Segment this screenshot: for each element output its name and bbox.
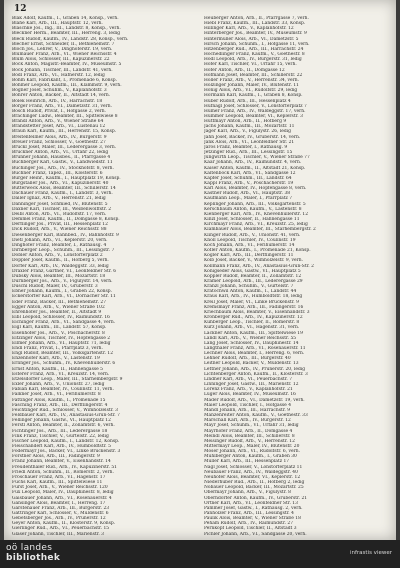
viewer-credit-link[interactable]: infrastis viewer <box>349 550 392 556</box>
directory-entry: Knoll Leopold, Tischler, IV., Coulinstr. 19 <box>204 237 296 243</box>
directory-entry: Pichler Johann, Arb., VI., Sandgasse 20, verh. <box>204 531 307 536</box>
directory-entry: Bleck Rudolf, Kaufm., IV., Landstr. 28, Konsp., verh. <box>12 36 129 42</box>
directory-entry: Ortner Karl, Arb., VI., Leonfeldner Str. 13 <box>204 500 298 506</box>
directory-entry: Brandstetter Josef, Arb., VI., Lustenau 12 <box>12 124 106 130</box>
directory-entry: Fleischanderl Karl, Arb., IV., Humboldtstr. 5 <box>12 443 111 449</box>
directory-entry: Esterer Franz, Arb., VI., Kreuzstr. 14, verh. <box>12 371 110 377</box>
directory-entry: Klinger Rudolf, Arb., V., Unionstr. 41, verh. <box>204 232 301 238</box>
directory-entry: Eckerstorfer Karl, Arb., VI., Dornacher Str. 11 <box>12 294 116 300</box>
directory-entry: Doppler Josef, Kaufm., II., Hofberg 5, verh. <box>12 258 109 264</box>
directory-entry: Bohrer Anton, Bäcker, II., Altstadt 14, verh. <box>12 93 111 99</box>
directory-entry: Dachauer Franz, Kaufm., I., Landstr. 3, verh. <box>12 191 113 197</box>
directory-entry: Hummer Leopold, Beamter, VI., Keplerstr. 3 <box>204 113 303 119</box>
directory-entry: Kastner Rudolf, Arb., VI., Hauptstr. 38 <box>204 191 291 197</box>
directory-entry: Blum Alois, Schlosser, III., Kapuzinerstr. 22 <box>12 57 110 63</box>
directory-entry: Hitzenberger Rud., Arb., III., Harrachstr. 24 <box>204 46 304 52</box>
directory-entry: Födermayr Jos., Bäcker, VI., Linke Brückenstr. 3 <box>12 449 121 455</box>
directory-entry: Bleckner Herm., Beamter, III., Herreng. 3, ledig <box>12 31 121 37</box>
directory-entry: Lichtenberger Anton, Kaufm., II., Klosterstr. 3 <box>204 371 308 377</box>
directory-entry: Dobler Anton, Arb., V., Lonstorferplatz 2 <box>12 253 103 259</box>
directory-entry: Meindl Alois, Beamter, III., Schillerstr. 8 <box>204 433 295 439</box>
directory-entry: Heuberger Anton, Arb., II., Pfarrgasse 7, verh. <box>204 16 309 21</box>
directory-entry: Obermayr Johann, Arb., V., Figulystr. 8 <box>204 490 291 496</box>
directory-entry: Kranzl Johann, Schuhm., V., Gürtelstr. 7 <box>204 284 294 290</box>
directory-entry: Gebetsberger Jos., Arb., IV., Prunerstr. 12 <box>12 516 106 522</box>
directory-entry: Borger Franz, Arb., VI., Dametzstr. 31, verh. <box>12 103 113 109</box>
directory-entry: Duschl Rudolf, Maler, IV., Gruberstr. 3 <box>12 284 98 290</box>
directory-entry: Hofer Anton, Arb., II., Domgasse 12 <box>204 67 285 73</box>
directory-entry: Fabian Karl, Beamter, IV., Coulinstr. 11, verh. <box>12 387 114 393</box>
directory-entry: Kofler Anton, Kaufm., I., Promenade 21, Konsp. <box>204 248 311 254</box>
directory-entry: Dürnberger Jos., Arb., V., Figulystr. 14, verh. <box>12 278 113 284</box>
directory-entry: Lindner Karl, Arb., VI., Peuerbachstr. 7 <box>204 376 293 382</box>
page-number: 12 <box>14 4 27 14</box>
directory-entry: Jahn Josef, Bäcker, IV., Gruberstr. 14, verh. <box>204 134 301 140</box>
directory-entry: Gierlinger Rud., Arb., VI., Peuerbachstr. 15 <box>12 526 110 532</box>
directory-entry: Brunner Johann, Hausbes., II., Pfarrgasse 4 <box>12 155 111 161</box>
directory-entry: Fischer Leopold, Kaufm., I., Landstr. 12, Konsp. <box>12 438 120 444</box>
directory-entry: Buchberger Karl, Gastw., V., Landwiedstr. 11 <box>12 160 113 166</box>
directory-entry: Peham Rudolf, Arb., IV., Raimundstr. 27 <box>204 521 294 527</box>
directory-entry: Kaar Johann, Arb., IV., Raimundstr. 4, verh. <box>204 160 302 166</box>
directory-entry: Forstner Alois, Arb., III., Fadingerstr. 9 <box>12 454 100 460</box>
directory-entry: Manzenreiter Anton, Kaufm., V., Goethestr. 33 <box>204 413 308 419</box>
viewer-footer <box>0 540 400 568</box>
directory-entry: Hüttmayr Anton, Arb., II., Hofberg 9 <box>204 119 287 125</box>
directory-entry: Klambauer Alois, Beamter, III., Starhembergstr. 2 <box>204 227 316 233</box>
logo-line-1: oö landes <box>6 543 53 553</box>
directory-entry: Fichtinger Jos., Arb., III., Lederergasse 18 <box>12 428 108 434</box>
directory-entry: Karl Alois, Beamter, IV., Hopfengasse 8, verh. <box>204 186 307 192</box>
directory-entry: Blecher Ernst, Schneider, II., Bethlehemstr. 7 <box>12 41 115 47</box>
directory-entry: Jäger Karl, Arb., V., Figulystr. 26, ledig <box>204 129 291 135</box>
directory-entry: Huber Rudolf, Arb., III., Hessenplatz 4 <box>204 98 291 104</box>
directory-entry: Glaser Johann, Tischler, III., Marienstr. 3 <box>12 531 104 536</box>
directory-entry: Hinterberger Jos., Beamter, IV., Museumstr. 9 <box>204 31 307 37</box>
directory-entry: Neuhofer Alois, Beamter, VI., Keplerstr. 12 <box>204 474 301 480</box>
directory-entry: Hirsch Johann, Schuhm., I., Hofgasse 11, verh. <box>204 41 310 47</box>
directory-entry: Moser Johann, Arb., VI., Rudolfstr. 6, verh. <box>204 449 301 455</box>
scanned-page <box>4 0 396 540</box>
directory-entry: Kaufmann Leop., Maler, I., Pfarrplatz 7 <box>204 196 293 202</box>
directory-entry: Ehrenhöfer Jos., Beamter, II., Altstadt 9 <box>12 309 102 315</box>
directory-entry: Kaltenböck Karl, Arb., VI., Sandgasse 12 <box>204 170 296 176</box>
directory-entry: Falkner Josef, Arb., VI., Ferihumerstr. 8 <box>12 392 101 398</box>
directory-entry: Etzelsdorfer Leop., Maler, III., Starhembergstr. 9 <box>12 376 123 382</box>
directory-entry: Ferstl Anton, Beamter, II., Zollamtstr. 6, verh. <box>12 423 115 429</box>
directory-entry: Lehner Rudolf, Arb., III., Bürgerstr. 40 <box>204 356 291 362</box>
directory-entry: Holzinger Johann, Maler, IV., Blütenstr. 11 <box>204 83 299 89</box>
directory-entry: Kriechbaum Alois, Beamter, V., Eisenhandstr. 3 <box>204 309 310 315</box>
directory-entry: Buchinger Jos., Arb., IV., Stockhofstr. 8, verh. <box>12 165 114 171</box>
directory-entry: Oberndorfer Anton, Kaufm., IV., Gruberstr. 21 <box>204 495 308 501</box>
directory-entry: Kreil Josef, Maler, VI., Linke Brückenstr. 9 <box>204 299 299 305</box>
directory-column-right <box>204 16 388 536</box>
directory-entry: Luger Alois, Beamter, IV., Museumstr. 16 <box>204 392 296 398</box>
directory-entry: Diesenberger Karl, Bahnbed., IV., Bahnhofstr. 9 <box>12 232 119 238</box>
directory-entry: Blahe Karl, Arb., III., Hauptstr. 12, verh. <box>12 21 103 27</box>
directory-entry: Egger Anton, Arb., V., Wiener Straße 102 <box>12 304 105 310</box>
directory-entry: Eitzinger Alois, Tischler, IV., Hopfengasse 2 <box>12 335 111 341</box>
directory-entry: Paulik Alois, Beamter, V., Wiener Straße 18 <box>204 516 301 522</box>
directory-entry: Eichinger Franz, Arb., VI., Sandgasse 4, verh. <box>12 320 116 326</box>
directory-entry: Garstenauer Franz, Arb., III., Bürgerstr. 23 <box>12 505 110 511</box>
directory-entry: Mader Rudolf, Arb., VI., Dametzstr. 19, verh. <box>204 397 305 403</box>
directory-entry: Koppler Rudolf, Beamter, II., Zollamtstr. 12 <box>204 273 302 279</box>
directory-entry: Mandl Johann, Arb., III., Harrachstr. 9 <box>204 407 291 413</box>
directory-entry: Danninger Josef, Schmied, IV., Blütenstr. 5 <box>12 201 108 207</box>
directory-entry: Nagl Josef, Schlosser, V., Lonstorferplatz 11 <box>204 464 303 470</box>
directory-entry: Niederhuber Rud., Arb., II., Hofberg 2, ledig <box>204 480 305 486</box>
directory-entry: Fellinger Johann, Gastw., VI., Hauptplatz 12 <box>12 418 111 424</box>
directory-entry: Dubsky Alois, Beamter, III., Mozartstr. 18 <box>12 273 106 279</box>
directory-entry: Böck Johann, Tischler, III., Landstr. 41, verh. <box>12 67 113 73</box>
directory-entry: Braun Karl, Kaufm., III., Herrenstr. 15, Konsp. <box>12 129 117 135</box>
directory-entry: Marschall Karl, Arb., IV., Bürgerstr. 12 <box>204 418 291 424</box>
logo-line-2: bibliothek <box>6 553 61 563</box>
directory-entry: Froschauer Franz, Arb., VI., Hagenstr. 17 <box>12 474 106 480</box>
directory-entry: Friedl Anton, Schuhm., II., Römerstr. 2, verh. <box>12 469 114 475</box>
directory-entry: Kraus Karl, Arb., IV., Humboldtstr. 18, ledig <box>204 294 303 300</box>
directory-entry: Eisenhofer Jos., Arb., V., Poschacherstr. 8 <box>12 330 105 336</box>
directory-entry: Bödl Franz, Arb., VI., Hafnerstr. 12, ledig <box>12 72 105 78</box>
directory-entry: Jank Alois, Arb., VI., Leonfeldner Str. 21 <box>204 139 295 145</box>
directory-entry: Ellmer Johann, Arb., VI., Hauptstr. 71, ledig <box>12 340 111 346</box>
directory-entry: Dietl Johann, Arb., VI., Keplerstr. 20, verh. <box>12 237 108 243</box>
directory-entry: Draxler Franz, Gärtner, VI., Leonfeldner Str. 6 <box>12 268 117 274</box>
directory-entry: Lang Josef, Schlosser, IV., Dauphinestr. 14 <box>204 340 299 346</box>
directory-entry: Kerschbaum Anton, Kaufm., V., Lastenstr. 8 <box>204 206 302 212</box>
directory-entry: Geyer Anton, Kaufm., II., Klosterstr. 9, Konsp. <box>12 521 116 527</box>
directory-entry: Derflinger Jos., Privat, III., Hessenplatz 12 <box>12 222 108 228</box>
directory-entry: Burgstaller Jos., Arb., VI., Kapuzinerstr. 40 <box>12 181 109 186</box>
directory-entry: Kappl Franz, Arb., V., Poschacherstr. 19 <box>204 181 294 186</box>
directory-entry: Blaschke Jos., Ing., III., Landstr. 8, Konsp., verh. <box>12 26 121 32</box>
directory-entry: Jachs Johann, Kaufm., III., Mozartstr. 11 <box>204 124 295 130</box>
directory-entry: Blumauer Franz, Arb., VI., Wiener Reichsstr. 4 <box>12 52 117 58</box>
directory-entry: Panholzer Franz, Arb., III., Lessingstr. 4 <box>204 511 294 516</box>
directory-entry: Buchner Franz, Tapez., III., Klosterstr. 6 <box>12 170 103 176</box>
directory-entry: Jaros Franz, Beamter, I., Rathausg. 9 <box>204 144 288 150</box>
directory-entry: Fink Franz, Tischler, V., Gürtelstr. 22, ledig <box>12 433 109 439</box>
directory-entry: Neubauer Franz, Arb., IV., Waldeggstr. 40 <box>204 469 298 475</box>
directory-entry: Hintermüller Alois, Arb., VI., Dametzstr. 5 <box>204 36 299 42</box>
directory-entry: Dirnberger Leop., Schuhm., III., Lessingstr. 7 <box>12 248 115 254</box>
directory-entry: Höller Franz, Arb., V., Herrenstr. 34, verh. <box>204 77 300 83</box>
directory-entry: Fux Leopold, Maler, IV., Dauphinestr. 8, ledig <box>12 490 114 496</box>
directory-entry: Breuer Franz, Schlosser, V., Goethestr. 27 <box>12 139 106 145</box>
directory-entry: Enzenhofer Karl, Arb., V., Lastenstr. 19 <box>12 356 100 362</box>
directory-entry: Butterweck Alois, Beamter, III., Schillerstr. 14 <box>12 186 116 192</box>
directory-entry: Kremsmayr Franz, Arb., III., Fadingerstr. 16 <box>204 304 304 310</box>
directory-entry: Lorenz Franz, Arb., V., Kaplanhofstr. 21 <box>204 387 293 393</box>
directory-entry: Jetzinger Rud., Arb., III., Lessingstr. 15 <box>204 150 293 156</box>
directory-entry: Bogner Josef, Schuhm., V., Kaplanhofstr. 3 <box>12 88 107 94</box>
directory-entry: Pammer Josef, Gastw., I., Rathausg. 2, verh. <box>204 505 303 511</box>
directory-entry: Humer Franz, Arb., IV., Waldeggstr. 17, verh. <box>204 108 306 114</box>
directory-entry: Erlinger Jos., Schuhm., IV., Khevenhüllerstr. 6 <box>12 361 116 367</box>
directory-entry: Königseder Alois, Gastw., VI., Hauptplatz 5 <box>204 268 301 274</box>
directory-entry: Kirchmayr Franz, Arb., VI., Kreuzstr. 25, ledig <box>204 222 308 228</box>
directory-entry: Langthaler Franz, Arb., VI., Rosenauerstr. 11 <box>204 346 306 351</box>
directory-entry: Kinzl Josef, Schlosser, II., Hahnengasse 11 <box>204 217 300 223</box>
directory-entry: Böhmer Leopold, Kaufm., III., Klammstr. 9, verh. <box>12 83 122 89</box>
directory-entry: Kogler Karl, Arb., III., Derfflingerstr. 11 <box>204 253 294 259</box>
directory-entry: Demmel Franz, Kaufm., II., Domgasse 8, Konsp. <box>12 217 120 223</box>
directory-entry: Bock Anton, Magistr.-Beamter, IV., Museumstr. 5 <box>12 62 122 68</box>
directory-entry: Brachinger Ludw., Beamter, III., Spittelwiese 8 <box>12 113 118 119</box>
directory-entry: Engl Rudolf, Beamter, III., Volksgartenstr. 12 <box>12 351 114 357</box>
directory-entry: Dick Rudolf, Arb., V., Wiener Reichsstr. 88 <box>12 227 107 233</box>
directory-entry: Pernkopf Leopold, Tischler, II., Altstadt 3 <box>204 526 297 532</box>
directory-entry: Müller Karl, Arb., III., Hessenplatz 17 <box>204 459 290 465</box>
directory-entry: Meisinger Rudolf, Arb., V., Herrenstr. 12 <box>204 438 295 444</box>
directory-entry: Ebner Johann, Kaufm., I., Graben 22, Konsp. <box>12 289 113 295</box>
directory-entry: Eder Franz, Bäcker, III., Bethlehemstr. 27 <box>12 299 107 305</box>
directory-entry: Hönig Alois, Arb., VI., Rudolfstr. 29, ledig <box>204 88 298 94</box>
directory-entry: Bolek Heinrich, Arb., IV., Harrachstr. 18 <box>12 98 103 104</box>
directory-entry: Kolb Josef, Bäcker, V., Wimhölzelstr. 9, verh. <box>204 258 304 264</box>
directory-entry: Feldbauer Karl, Arb., IV., Anastasius-Grün-Str. 7 <box>12 413 120 419</box>
directory-entry: Bosch Rudolf, Privat, I., Hofgasse 2, verh. <box>12 108 106 114</box>
directory-entry: Bürger Heinr., Kaufm., I., Hauptplatz 19, Konsp. <box>12 175 121 181</box>
directory-entry: Daxner Karl, Tischler, III., Weißenwolffstr. 2 <box>12 206 112 212</box>
directory-entry: Mayr Josef, Schuhm., VI., Urfahr 31, ledig <box>204 423 299 429</box>
directory-entry: Dorfer Karl, Arb., IV., Waldeggstr. 33, ledig <box>12 263 109 269</box>
directory-entry: Lackner Anton, Kaufm., III., Spittelwiese 19 <box>204 330 303 336</box>
directory-entry: Fuchs Karl, Kaufm., III., Spittelwiese 11 <box>12 480 103 486</box>
directory-entry: Lettner Johann, Arb., IV., Prunerstr. 20, ledig <box>204 366 306 372</box>
directory-entry: Exler Johann, Arb., V., Unionstr. 27, ledig <box>12 382 105 388</box>
directory-entry: Brandl Anton, Arb., V., Wiener Straße 64 <box>12 119 104 125</box>
directory-entry: Fasching Franz, Arb., III., Derfflingerstr. 4 <box>12 402 108 408</box>
directory-entry: Jungwirth Leop., Tischler, V., Wiener Straße 77 <box>204 155 310 161</box>
directory-entry: Gansinger Alois, Beamter, I., Herreng. 17 <box>12 500 106 506</box>
directory-entry: Brückl Josef, Maler, III., Lederergasse 3, verh. <box>12 144 117 150</box>
directory-entry: Feichtinger Rud., Schlosser, V., Wimhölzelstr. 3 <box>12 407 118 413</box>
directory-entry: Koch Johann, Arb., VI., Ferihumerstr. 14 <box>204 242 295 248</box>
directory-entry: Landl Karl, Arb., V., Wiener Reichsstr. 55 <box>204 335 297 341</box>
directory-entry: Nöbauer Leopold, Bäcker, III., Mozartstr. 25 <box>204 485 304 491</box>
directory-entry: Kurz Johann, Arb., VI., Hagenstr. 31, verh. <box>204 325 300 331</box>
directory-entry: Freudenthaler Rud., Arb., IV., Kapuzinerstr. 51 <box>12 464 117 470</box>
directory-entry: Böhm Karl, Fabrikant, I., Promenade 6, Konsp. <box>12 77 117 83</box>
directory-entry: Bruckner Anton, Arb., VI., Urfahr 22, ledig <box>12 150 109 156</box>
directory-entry: Eigl Karl, Kaufm., III., Landstr. 57, Konsp. <box>12 325 107 331</box>
directory-entry: Mühlberger Anton, Kaufm., I., Graben 30 <box>204 454 297 460</box>
directory-entry: Fattinger Alois, Kaufm., I., Promenade 15 <box>12 397 106 403</box>
library-logo[interactable] <box>6 543 96 565</box>
directory-entry: Bloch Jos., Lehrer, V., Dinghoferstr. 19, verh. <box>12 46 113 52</box>
directory-entry: Kühberger Leop., Tischler, II., Römerstr. 8 <box>204 320 300 326</box>
directory-entry: Hödl Leopold, Arb., IV., Bürgerstr. 31, ledig <box>204 57 302 63</box>
directory-entry: Kronberger Rud., Arb., IV., Kapuzinerstr. 12 <box>204 315 303 321</box>
directory-entry: Mittermayr Leop., Maler, IV., Blütenstr. 20 <box>204 443 300 449</box>
directory-entry: Gaisbauer Johann, Arb., VI., Rosenauerstr. 4 <box>12 495 112 501</box>
directory-entry: Hufnagl Josef, Schlosser, V., Lonstorferplatz 7 <box>204 103 307 109</box>
directory-entry: Keplinger Johann, Arb., III., Volksgartenstr. 5 <box>204 201 306 207</box>
directory-entry: Kienberger Karl, Arb., IV., Khevenhüllerstr. 12 <box>204 211 309 217</box>
directory-entry: Dinghofer Franz, Beamter, I., Rathausg. 4 <box>12 242 107 248</box>
directory-entry: Hochedlinger Franz, Kaufm., V., Goethestr. 8 <box>204 52 305 58</box>
directory-entry: Ernst Anton, Kaufm., II., Hahnengasse 5 <box>12 366 103 372</box>
directory-entry: Hillinger Karl, Arb., V., Kaplanhofstr. 12 <box>204 26 294 32</box>
directory-entry: Hofmann Josef, Beamter, III., Schillerstr. 22 <box>204 72 303 78</box>
directory-entry: Daller Ignaz, Arb., V., Herrenstr. 21, ledig <box>12 196 106 202</box>
directory-entry: Mayrhofer Franz, Arb., II., Domgasse 4 <box>204 428 293 434</box>
directory-entry: Hörmann Karl, Kaufm., I., Graben 8, Konsp. <box>204 93 303 99</box>
directory-entry: Kratochwil Anton, Kaufm., I., Landstr. 44 <box>204 289 297 295</box>
directory-entry: Endl Franz, Privat, I., Pfarrplatz 3, verh. <box>12 346 103 351</box>
directory-entry: Kramer Leopold, Arb., III., Lederergasse 29 <box>204 278 303 284</box>
directory-entry: Lechner Alois, Beamter, I., Herreng. 6, verh. <box>204 351 305 357</box>
directory-entry: Blak Adolf, Kaufm., I., Graben 14, Konsp., verh. <box>12 16 119 21</box>
directory-entry: Maier Leopold, Tischler, I., Hofgasse 4 <box>204 402 292 408</box>
directory-column-left <box>12 16 196 536</box>
directory-entry: Linninger Josef, Gastw., III., Marienstr. 12 <box>204 382 299 388</box>
directory-entry: Eibl Leopold, Schlosser, IV., Raimundstr. 16 <box>12 315 110 321</box>
directory-entry: Deibl Anton, Arb., VI., Rudolfstr. 17, verh. <box>12 211 107 217</box>
directory-entry: Gattringer Karl, Schlosser, V., Muldenstr. 6 <box>12 511 109 516</box>
directory-entry: Franz Johann, Beamter, V., Eisenhandstr. 14 <box>12 459 111 465</box>
directory-entry: Höfer Karl, Tischler, VI., Urfahr 15, verh. <box>204 62 297 68</box>
directory-entry: Leitner Leopold, Bäcker, V., Muldenstr. 13 <box>204 361 299 367</box>
directory-entry: Breitenfellner Alois, Arb., IV., Bürgerstr. 9 <box>12 134 107 140</box>
directory-entry: Hiebl Franz, Kaufm., III., Landstr. 33, Konsp. <box>204 21 306 27</box>
directory-entry: Fürst Josef, Arb., V., Wiener Reichsstr. 120 <box>12 485 108 491</box>
directory-entry: Kapfer Josef, Schuhm., III., Landstr. 64 <box>204 175 292 181</box>
directory-entry: Kollmann Franz, Arb., IV., Anastasius-Grün-Str. 2 <box>204 263 314 269</box>
directory-entry: Kaiser Anton, Kaufm., II., Altstadt 21, Konsp. <box>204 165 306 171</box>
